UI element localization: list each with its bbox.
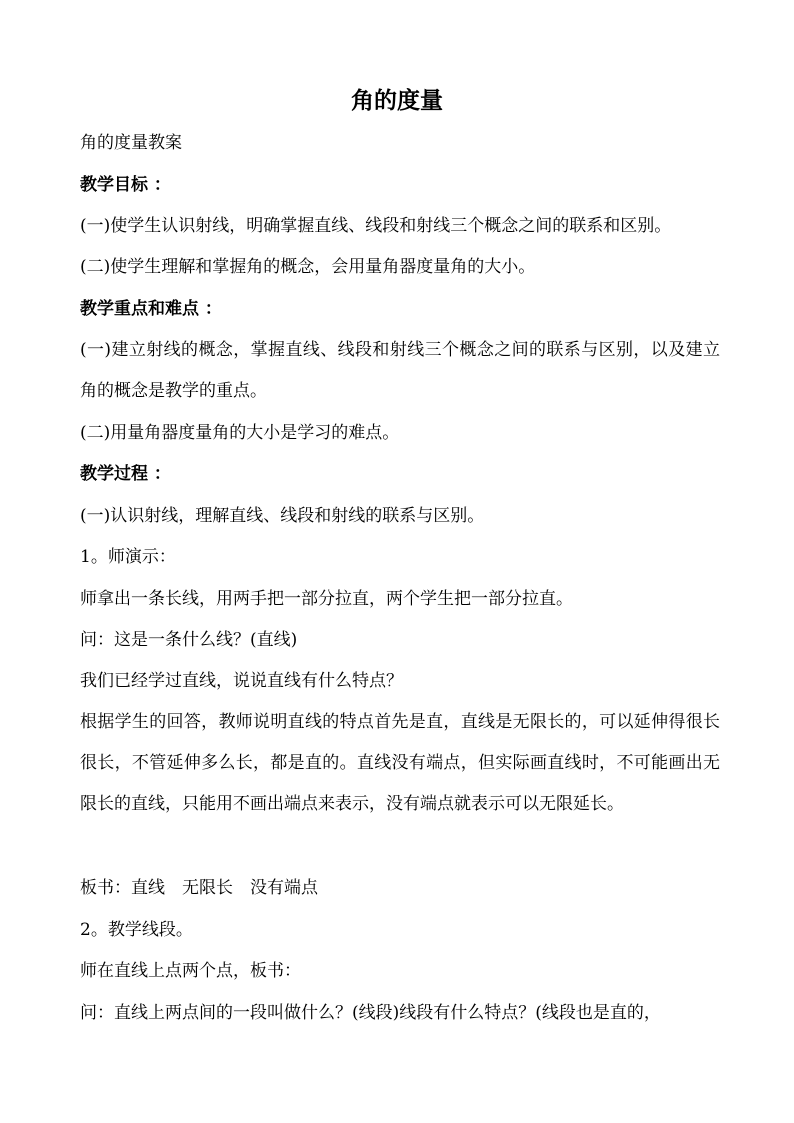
key-point-1: (一)建立射线的概念，掌握直线、线段和射线三个概念之间的联系与区别，以及建立角的概念是教学的重点。 <box>80 340 720 401</box>
subtitle: 角的度量教案 <box>80 133 182 153</box>
page-title: 角的度量 <box>351 87 443 114</box>
heading-key-points: 教学重点和难点 ： <box>80 299 222 319</box>
heading-goals: 教学目标 ： <box>80 175 171 195</box>
question-3: 问：直线上两点间的一段叫做什么？(线段)线段有什么特点？(线段也是直的， <box>80 1003 661 1023</box>
goal-1: (一)使学生认识射线，明确掌握直线、线段和射线三个概念之间的联系和区别。 <box>80 216 672 236</box>
process-1: (一)认识射线，理解直线、线段和射线的联系与区别。 <box>80 506 485 526</box>
heading-process: 教学过程 ： <box>80 464 171 484</box>
board-writing: 板书：直线 无限长 没有端点 <box>80 878 318 898</box>
question-2: 我们已经学过直线，说说直线有什么特点？ <box>80 671 403 691</box>
step-2-text: 师在直线上点两个点，板书： <box>80 961 301 981</box>
step-1: 1。师演示： <box>80 547 176 567</box>
goal-2: (二)使学生理解和掌握角的概念，会用量角器度量角的大小。 <box>80 257 536 277</box>
step-1-text: 师拿出一条长线，用两手把一部分拉直，两个学生把一部分拉直。 <box>80 589 573 609</box>
question-1: 问：这是一条什么线？(直线) <box>80 630 298 650</box>
explanation: 根据学生的回答，教师说明直线的特点首先是直，直线是无限长的，可以延伸得很长很长，不管延伸多么长，都是直的。直线没有端点，但实际画直线时，不可能画出无限长的直线，只能用不画出端点来表示，没有端点就表示可以无限延长。 <box>80 712 720 814</box>
step-2: 2。教学线段。 <box>80 920 193 940</box>
key-point-2: (二)用量角器度量角的大小是学习的难点。 <box>80 423 400 443</box>
